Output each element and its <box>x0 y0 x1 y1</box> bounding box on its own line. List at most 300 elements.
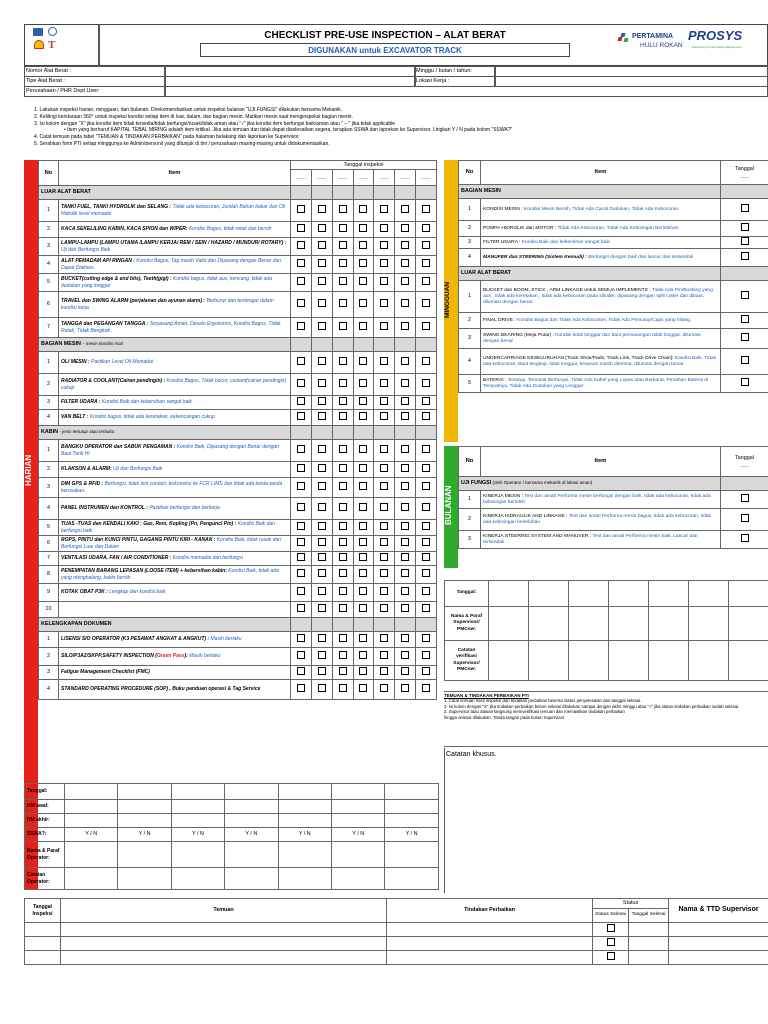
checkbox[interactable] <box>401 357 409 365</box>
checkbox[interactable] <box>380 482 388 490</box>
check-cell[interactable] <box>332 566 353 584</box>
footer-cell[interactable] <box>331 868 384 890</box>
check-cell[interactable] <box>374 566 395 584</box>
check-cell[interactable] <box>721 531 768 549</box>
sign-cell[interactable] <box>689 581 729 607</box>
checkbox[interactable] <box>297 569 305 577</box>
checkbox[interactable] <box>359 259 367 267</box>
check-cell[interactable] <box>311 274 332 292</box>
checkbox[interactable] <box>401 379 409 387</box>
check-cell[interactable] <box>416 222 437 238</box>
checkbox[interactable] <box>359 299 367 307</box>
sign-cell[interactable] <box>489 581 529 607</box>
checkbox[interactable] <box>741 204 749 212</box>
sswa-yn-cell[interactable]: Y / N <box>278 828 331 842</box>
checkbox[interactable] <box>339 357 347 365</box>
footer-cell[interactable] <box>171 814 224 828</box>
bottom-cell[interactable] <box>25 923 61 937</box>
checkbox[interactable] <box>380 322 388 330</box>
check-cell[interactable] <box>395 238 416 256</box>
checkbox[interactable] <box>318 634 326 642</box>
footer-cell[interactable] <box>171 868 224 890</box>
checkbox[interactable] <box>380 241 388 249</box>
check-cell[interactable] <box>311 440 332 462</box>
checkbox[interactable] <box>297 553 305 561</box>
checkbox[interactable] <box>380 397 388 405</box>
checkbox[interactable] <box>422 538 430 546</box>
checkbox[interactable] <box>339 634 347 642</box>
checkbox[interactable] <box>422 357 430 365</box>
footer-cell[interactable] <box>225 800 278 814</box>
check-cell[interactable] <box>416 584 437 602</box>
footer-cell[interactable] <box>225 868 278 890</box>
checkbox[interactable] <box>380 503 388 511</box>
check-cell[interactable] <box>311 238 332 256</box>
checkbox[interactable] <box>297 299 305 307</box>
check-cell[interactable] <box>721 349 768 375</box>
footer-cell[interactable] <box>171 784 224 800</box>
checkbox[interactable] <box>741 534 749 542</box>
checkbox[interactable] <box>339 538 347 546</box>
footer-cell[interactable] <box>278 842 331 868</box>
footer-cell[interactable] <box>331 784 384 800</box>
check-cell[interactable] <box>721 237 768 249</box>
check-cell[interactable] <box>332 292 353 318</box>
checkbox[interactable] <box>297 634 305 642</box>
checkbox[interactable] <box>401 412 409 420</box>
check-cell[interactable] <box>395 440 416 462</box>
checkbox[interactable] <box>339 205 347 213</box>
check-cell[interactable] <box>374 536 395 552</box>
bottom-cell[interactable] <box>61 951 387 965</box>
sign-cell[interactable] <box>689 641 729 681</box>
checkbox[interactable] <box>401 482 409 490</box>
checkbox[interactable] <box>318 684 326 692</box>
status-checkbox[interactable] <box>593 937 629 951</box>
checkbox[interactable] <box>401 684 409 692</box>
check-cell[interactable] <box>291 256 312 274</box>
checkbox[interactable] <box>741 291 749 299</box>
checkbox[interactable] <box>607 924 615 932</box>
check-cell[interactable] <box>353 200 374 222</box>
check-cell[interactable] <box>291 462 312 478</box>
check-cell[interactable] <box>374 498 395 520</box>
check-cell[interactable] <box>353 238 374 256</box>
check-cell[interactable] <box>291 536 312 552</box>
check-cell[interactable] <box>395 222 416 238</box>
check-cell[interactable] <box>353 292 374 318</box>
check-cell[interactable] <box>395 256 416 274</box>
check-cell[interactable] <box>311 552 332 566</box>
check-cell[interactable] <box>721 199 768 221</box>
checkbox[interactable] <box>401 651 409 659</box>
checkbox[interactable] <box>741 315 749 323</box>
status-checkbox[interactable] <box>593 923 629 937</box>
footer-cell[interactable] <box>385 814 438 828</box>
check-cell[interactable] <box>291 274 312 292</box>
check-cell[interactable] <box>332 222 353 238</box>
check-cell[interactable] <box>416 238 437 256</box>
check-cell[interactable] <box>721 249 768 267</box>
check-cell[interactable] <box>395 352 416 374</box>
checkbox[interactable] <box>339 553 347 561</box>
checkbox[interactable] <box>359 482 367 490</box>
check-cell[interactable] <box>395 566 416 584</box>
checkbox[interactable] <box>401 259 409 267</box>
checkbox[interactable] <box>401 604 409 612</box>
check-cell[interactable] <box>374 440 395 462</box>
checkbox[interactable] <box>339 587 347 595</box>
checkbox[interactable] <box>297 322 305 330</box>
check-cell[interactable] <box>416 536 437 552</box>
check-cell[interactable] <box>332 602 353 618</box>
checkbox[interactable] <box>297 241 305 249</box>
checkbox[interactable] <box>359 277 367 285</box>
checkbox[interactable] <box>380 684 388 692</box>
checkbox[interactable] <box>380 412 388 420</box>
check-cell[interactable] <box>374 238 395 256</box>
check-cell[interactable] <box>332 256 353 274</box>
check-cell[interactable] <box>353 602 374 618</box>
check-cell[interactable] <box>395 478 416 498</box>
checkbox[interactable] <box>318 522 326 530</box>
sign-cell[interactable] <box>689 607 729 641</box>
check-cell[interactable] <box>416 478 437 498</box>
checkbox[interactable] <box>359 634 367 642</box>
check-cell[interactable] <box>416 274 437 292</box>
checkbox[interactable] <box>359 205 367 213</box>
checkbox[interactable] <box>318 379 326 387</box>
check-cell[interactable] <box>395 274 416 292</box>
check-cell[interactable] <box>395 632 416 648</box>
check-cell[interactable] <box>291 680 312 700</box>
check-cell[interactable] <box>416 566 437 584</box>
check-cell[interactable] <box>291 374 312 396</box>
check-cell[interactable] <box>291 352 312 374</box>
checkbox[interactable] <box>318 205 326 213</box>
check-cell[interactable] <box>416 318 437 338</box>
checkbox[interactable] <box>359 445 367 453</box>
check-cell[interactable] <box>332 410 353 426</box>
checkbox[interactable] <box>297 482 305 490</box>
check-cell[interactable] <box>311 666 332 680</box>
checkbox[interactable] <box>297 604 305 612</box>
date-cell[interactable]: ___ <box>395 170 416 186</box>
footer-cell[interactable] <box>118 784 171 800</box>
checkbox[interactable] <box>318 587 326 595</box>
checkbox[interactable] <box>359 651 367 659</box>
check-cell[interactable] <box>416 520 437 536</box>
sswa-yn-cell[interactable]: Y / N <box>385 828 438 842</box>
checkbox[interactable] <box>339 299 347 307</box>
checkbox[interactable] <box>401 538 409 546</box>
check-cell[interactable] <box>291 238 312 256</box>
checkbox[interactable] <box>318 667 326 675</box>
check-cell[interactable] <box>374 410 395 426</box>
checkbox[interactable] <box>422 569 430 577</box>
sswa-yn-cell[interactable]: Y / N <box>331 828 384 842</box>
check-cell[interactable] <box>291 648 312 666</box>
checkbox[interactable] <box>401 205 409 213</box>
check-cell[interactable] <box>374 396 395 410</box>
check-cell[interactable] <box>395 462 416 478</box>
check-cell[interactable] <box>395 536 416 552</box>
check-cell[interactable] <box>311 520 332 536</box>
footer-cell[interactable] <box>225 814 278 828</box>
check-cell[interactable] <box>332 396 353 410</box>
check-cell[interactable] <box>311 602 332 618</box>
checkbox[interactable] <box>297 464 305 472</box>
checkbox[interactable] <box>359 464 367 472</box>
checkbox[interactable] <box>318 322 326 330</box>
check-cell[interactable] <box>353 552 374 566</box>
footer-cell[interactable] <box>225 842 278 868</box>
check-cell[interactable] <box>353 566 374 584</box>
check-cell[interactable] <box>311 352 332 374</box>
checkbox[interactable] <box>422 587 430 595</box>
check-cell[interactable] <box>353 222 374 238</box>
checkbox[interactable] <box>339 482 347 490</box>
check-cell[interactable] <box>395 602 416 618</box>
check-cell[interactable] <box>353 584 374 602</box>
check-cell[interactable] <box>332 632 353 648</box>
check-cell[interactable] <box>416 200 437 222</box>
check-cell[interactable] <box>416 396 437 410</box>
footer-cell[interactable] <box>65 868 118 890</box>
sswa-yn-cell[interactable]: Y / N <box>225 828 278 842</box>
checkbox[interactable] <box>741 378 749 386</box>
footer-cell[interactable] <box>65 784 118 800</box>
checkbox[interactable] <box>339 667 347 675</box>
footer-cell[interactable] <box>278 814 331 828</box>
check-cell[interactable] <box>374 552 395 566</box>
check-cell[interactable] <box>332 584 353 602</box>
footer-cell[interactable] <box>65 800 118 814</box>
sign-cell[interactable] <box>489 607 529 641</box>
check-cell[interactable] <box>332 462 353 478</box>
checkbox[interactable] <box>401 634 409 642</box>
checkbox[interactable] <box>401 569 409 577</box>
check-cell[interactable] <box>311 256 332 274</box>
bottom-cell[interactable] <box>387 951 593 965</box>
bottom-cell[interactable] <box>25 951 61 965</box>
checkbox[interactable] <box>422 379 430 387</box>
check-cell[interactable] <box>353 520 374 536</box>
check-cell[interactable] <box>311 478 332 498</box>
check-cell[interactable] <box>395 498 416 520</box>
bottom-cell[interactable] <box>629 923 669 937</box>
sign-cell[interactable] <box>729 607 768 641</box>
footer-cell[interactable] <box>278 784 331 800</box>
checkbox[interactable] <box>380 569 388 577</box>
checkbox[interactable] <box>318 553 326 561</box>
check-cell[interactable] <box>374 602 395 618</box>
sign-cell[interactable] <box>529 641 569 681</box>
checkbox[interactable] <box>297 667 305 675</box>
checkbox[interactable] <box>380 553 388 561</box>
check-cell[interactable] <box>416 440 437 462</box>
checkbox[interactable] <box>741 223 749 231</box>
check-cell[interactable] <box>395 292 416 318</box>
checkbox[interactable] <box>297 587 305 595</box>
check-cell[interactable] <box>374 200 395 222</box>
checkbox[interactable] <box>339 277 347 285</box>
bottom-cell[interactable] <box>61 923 387 937</box>
checkbox[interactable] <box>422 553 430 561</box>
check-cell[interactable] <box>332 648 353 666</box>
bottom-cell[interactable] <box>669 937 768 951</box>
checkbox[interactable] <box>359 379 367 387</box>
footer-cell[interactable] <box>331 814 384 828</box>
footer-cell[interactable] <box>385 800 438 814</box>
bottom-cell[interactable] <box>669 923 768 937</box>
check-cell[interactable] <box>374 680 395 700</box>
checkbox[interactable] <box>741 514 749 522</box>
checkbox[interactable] <box>318 241 326 249</box>
check-cell[interactable] <box>353 396 374 410</box>
check-cell[interactable] <box>291 318 312 338</box>
checkbox[interactable] <box>297 684 305 692</box>
check-cell[interactable] <box>332 374 353 396</box>
check-cell[interactable] <box>416 552 437 566</box>
check-cell[interactable] <box>332 440 353 462</box>
checkbox[interactable] <box>339 684 347 692</box>
checkbox[interactable] <box>297 224 305 232</box>
checkbox[interactable] <box>297 259 305 267</box>
checkbox[interactable] <box>318 445 326 453</box>
checkbox[interactable] <box>380 357 388 365</box>
checkbox[interactable] <box>422 503 430 511</box>
checkbox[interactable] <box>380 205 388 213</box>
bottom-cell[interactable] <box>669 951 768 965</box>
checkbox[interactable] <box>297 522 305 530</box>
check-cell[interactable] <box>395 666 416 680</box>
checkbox[interactable] <box>380 604 388 612</box>
check-cell[interactable] <box>395 374 416 396</box>
check-cell[interactable] <box>332 520 353 536</box>
date-cell[interactable]: ___ <box>291 170 312 186</box>
checkbox[interactable] <box>359 224 367 232</box>
check-cell[interactable] <box>374 256 395 274</box>
checkbox[interactable] <box>359 667 367 675</box>
check-cell[interactable] <box>332 238 353 256</box>
checkbox[interactable] <box>339 259 347 267</box>
sign-cell[interactable] <box>569 581 609 607</box>
check-cell[interactable] <box>395 200 416 222</box>
footer-cell[interactable] <box>118 842 171 868</box>
checkbox[interactable] <box>339 569 347 577</box>
check-cell[interactable] <box>353 498 374 520</box>
checkbox[interactable] <box>607 938 615 946</box>
check-cell[interactable] <box>721 375 768 393</box>
checkbox[interactable] <box>380 277 388 285</box>
check-cell[interactable] <box>353 410 374 426</box>
checkbox[interactable] <box>297 205 305 213</box>
check-cell[interactable] <box>291 566 312 584</box>
checkbox[interactable] <box>359 357 367 365</box>
checkbox[interactable] <box>401 241 409 249</box>
check-cell[interactable] <box>416 632 437 648</box>
checkbox[interactable] <box>401 587 409 595</box>
checkbox[interactable] <box>741 494 749 502</box>
checkbox[interactable] <box>422 684 430 692</box>
footer-cell[interactable] <box>278 800 331 814</box>
check-cell[interactable] <box>416 256 437 274</box>
check-cell[interactable] <box>291 292 312 318</box>
sign-cell[interactable] <box>569 641 609 681</box>
checkbox[interactable] <box>401 322 409 330</box>
checkbox[interactable] <box>741 237 749 245</box>
bottom-cell[interactable] <box>629 937 669 951</box>
bottom-cell[interactable] <box>387 923 593 937</box>
checkbox[interactable] <box>318 397 326 405</box>
checkbox[interactable] <box>339 241 347 249</box>
sign-cell[interactable] <box>649 581 689 607</box>
checkbox[interactable] <box>297 357 305 365</box>
checkbox[interactable] <box>297 651 305 659</box>
check-cell[interactable] <box>395 318 416 338</box>
check-cell[interactable] <box>311 566 332 584</box>
check-cell[interactable] <box>332 552 353 566</box>
sign-cell[interactable] <box>529 607 569 641</box>
sswa-yn-cell[interactable]: Y / N <box>118 828 171 842</box>
checkbox[interactable] <box>741 356 749 364</box>
checkbox[interactable] <box>422 651 430 659</box>
check-cell[interactable] <box>291 498 312 520</box>
sign-cell[interactable] <box>649 641 689 681</box>
checkbox[interactable] <box>422 299 430 307</box>
footer-cell[interactable] <box>385 868 438 890</box>
check-cell[interactable] <box>291 602 312 618</box>
check-cell[interactable] <box>311 632 332 648</box>
check-cell[interactable] <box>374 632 395 648</box>
check-cell[interactable] <box>374 318 395 338</box>
check-cell[interactable] <box>416 680 437 700</box>
check-cell[interactable] <box>291 478 312 498</box>
checkbox[interactable] <box>380 464 388 472</box>
date-cell[interactable]: ___ <box>353 170 374 186</box>
check-cell[interactable] <box>395 396 416 410</box>
check-cell[interactable] <box>311 498 332 520</box>
check-cell[interactable] <box>721 491 768 509</box>
check-cell[interactable] <box>353 478 374 498</box>
check-cell[interactable] <box>395 520 416 536</box>
check-cell[interactable] <box>416 374 437 396</box>
checkbox[interactable] <box>401 503 409 511</box>
checkbox[interactable] <box>380 379 388 387</box>
check-cell[interactable] <box>353 462 374 478</box>
check-cell[interactable] <box>416 666 437 680</box>
checkbox[interactable] <box>339 651 347 659</box>
checkbox[interactable] <box>422 445 430 453</box>
check-cell[interactable] <box>332 352 353 374</box>
checkbox[interactable] <box>318 482 326 490</box>
checkbox[interactable] <box>318 569 326 577</box>
sign-cell[interactable] <box>569 607 609 641</box>
check-cell[interactable] <box>332 318 353 338</box>
checkbox[interactable] <box>339 445 347 453</box>
checkbox[interactable] <box>401 299 409 307</box>
check-cell[interactable] <box>395 552 416 566</box>
check-cell[interactable] <box>291 552 312 566</box>
checkbox[interactable] <box>339 604 347 612</box>
checkbox[interactable] <box>339 379 347 387</box>
date-cell[interactable]: ___ <box>311 170 332 186</box>
checkbox[interactable] <box>401 522 409 530</box>
bottom-cell[interactable] <box>387 937 593 951</box>
footer-cell[interactable] <box>385 784 438 800</box>
check-cell[interactable] <box>311 200 332 222</box>
